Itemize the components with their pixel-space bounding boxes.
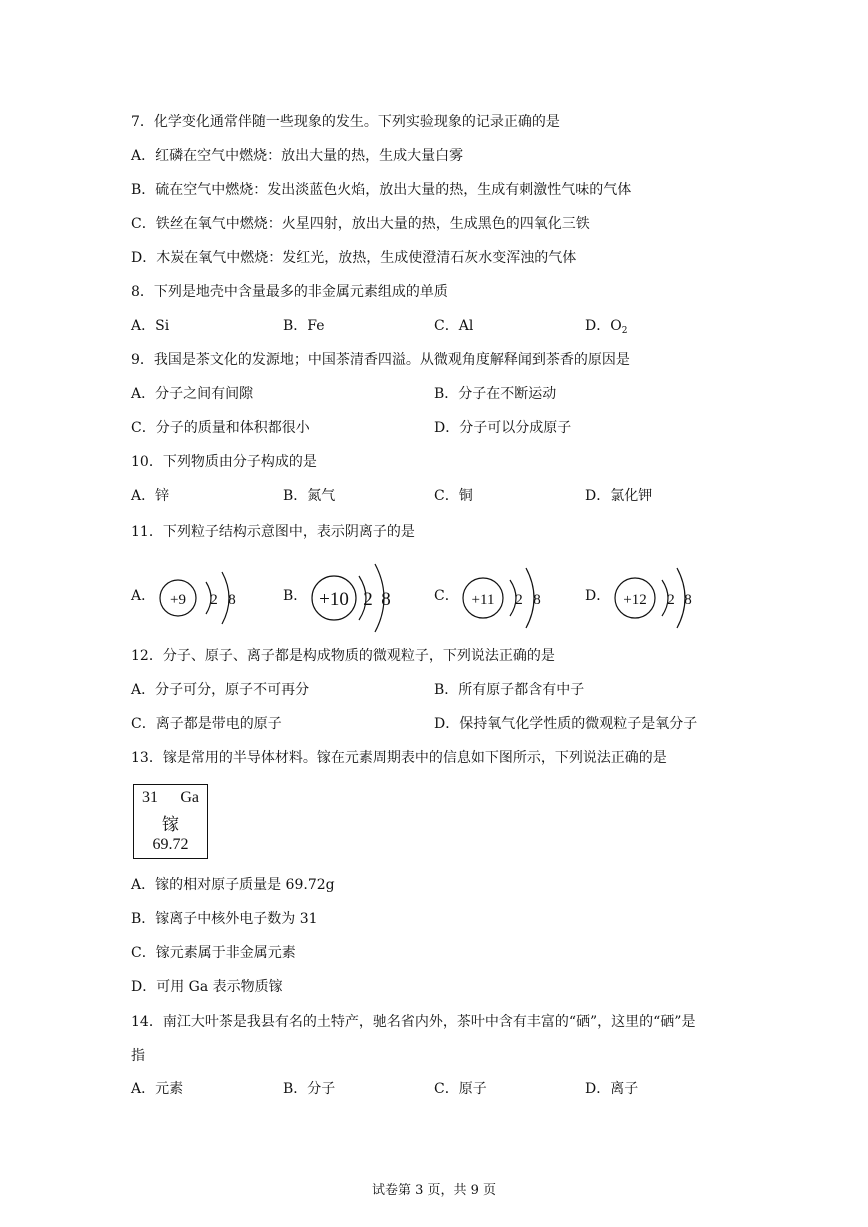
q11-option-c-label: C． — [434, 588, 459, 604]
q7-option-c: C．铁丝在氧气中燃烧：火星四射，放出大量的热，生成黑色的四氧化三铁 — [131, 216, 590, 232]
q10-option-c: C．铜 — [434, 488, 473, 504]
q13-option-b: B．镓离子中核外电子数为 31 — [131, 911, 318, 927]
q13-option-d: D．可用 Ga 表示物质镓 — [131, 979, 283, 995]
q8-option-a: A．Si — [131, 318, 170, 334]
q13-option-a: A．镓的相对原子质量是 69.72g — [131, 877, 335, 893]
nucleus-charge: +11 — [471, 592, 495, 608]
q8-option-d-text: D．O — [585, 318, 622, 334]
shell-2-electrons: 8 — [533, 592, 541, 608]
q14-option-b: B．分子 — [283, 1081, 336, 1097]
q10-option-b: B．氮气 — [283, 488, 336, 504]
q9-option-d: D．分子可以分成原子 — [434, 420, 572, 436]
q12-option-b: B．所有原子都含有中子 — [434, 682, 585, 698]
q11-atom-diagram-d — [609, 560, 701, 640]
element-symbol: Ga — [180, 789, 199, 806]
q10-stem: 10．下列物质由分子构成的是 — [131, 454, 317, 470]
nucleus-charge: +9 — [170, 592, 186, 608]
q9-option-c: C．分子的质量和体积都很小 — [131, 420, 310, 436]
q14-stem-line1: 14．南江大叶茶是我县有名的土特产，驰名省内外，茶叶中含有丰富的“硒”，这里的“硒”是 — [131, 1014, 696, 1030]
q13-option-c: C．镓元素属于非金属元素 — [131, 945, 296, 961]
q9-stem: 9．我国是茶文化的发源地；中国茶清香四溢。从微观角度解释闻到茶香的原因是 — [131, 352, 630, 368]
q14-option-c: C．原子 — [434, 1081, 487, 1097]
q7-option-d: D．木炭在氧气中燃烧：发红光，放热，生成使澄清石灰水变浑浊的气体 — [131, 250, 577, 266]
q7-option-b: B．硫在空气中燃烧：发出淡蓝色火焰，放出大量的热，生成有刺激性气味的气体 — [131, 182, 632, 198]
q10-option-a: A．锌 — [131, 488, 170, 504]
q11-atom-diagram-a — [156, 560, 246, 640]
q12-stem: 12．分子、原子、离子都是构成物质的微观粒子，下列说法正确的是 — [131, 648, 555, 664]
q14-option-a: A．元素 — [131, 1081, 184, 1097]
shell-2-electrons: 8 — [684, 592, 692, 608]
q7-stem: 7．化学变化通常伴随一些现象的发生。下列实验现象的记录正确的是 — [131, 114, 560, 130]
atomic-mass: 69.72 — [152, 836, 189, 853]
shell-2-electrons: 8 — [228, 592, 236, 608]
shell-1-electrons: 2 — [363, 589, 373, 610]
nucleus-charge: +12 — [623, 592, 647, 608]
page-footer: 试卷第 3 页，共 9 页 — [371, 1183, 497, 1198]
shell-2-electrons: 8 — [381, 589, 391, 610]
q12-option-a: A．分子可分，原子不可再分 — [131, 682, 310, 698]
q11-option-b-label: B． — [283, 588, 308, 604]
periodic-table-cell — [133, 784, 208, 859]
q11-stem: 11．下列粒子结构示意图中，表示阴离子的是 — [131, 524, 415, 540]
q11-option-d-label: D． — [585, 588, 611, 604]
q8-option-b: B．Fe — [283, 318, 325, 334]
q7-option-a: A．红磷在空气中燃烧：放出大量的热，生成大量白雾 — [131, 148, 464, 164]
nucleus-charge: +10 — [319, 589, 349, 610]
q8-option-d — [585, 316, 627, 336]
element-name: 镓 — [162, 815, 179, 835]
q11-option-a-label: A． — [131, 588, 156, 604]
shell-1-electrons: 2 — [515, 592, 523, 608]
q9-option-b: B．分子在不断运动 — [434, 386, 557, 402]
shell-1-electrons: 2 — [210, 592, 218, 608]
q8-option-c: C．Al — [434, 318, 474, 334]
q11-atom-diagram-b — [307, 556, 399, 644]
q14-stem-line2: 指 — [131, 1048, 145, 1064]
q12-option-c: C．离子都是带电的原子 — [131, 716, 282, 732]
q8-option-d-subscript: 2 — [621, 326, 628, 336]
shell-1-electrons: 2 — [667, 592, 675, 608]
q13-stem: 13．镓是常用的半导体材料。镓在元素周期表中的信息如下图所示，下列说法正确的是 — [131, 750, 667, 766]
q14-option-d: D．离子 — [585, 1081, 639, 1097]
q12-option-d: D．保持氧气化学性质的微观粒子是氧分子 — [434, 716, 698, 732]
q10-option-d: D．氯化钾 — [585, 488, 653, 504]
q9-option-a: A．分子之间有间隙 — [131, 386, 254, 402]
q8-stem: 8．下列是地壳中含量最多的非金属元素组成的单质 — [131, 284, 448, 300]
atomic-number: 31 — [142, 789, 158, 806]
q11-atom-diagram-c — [458, 558, 548, 642]
